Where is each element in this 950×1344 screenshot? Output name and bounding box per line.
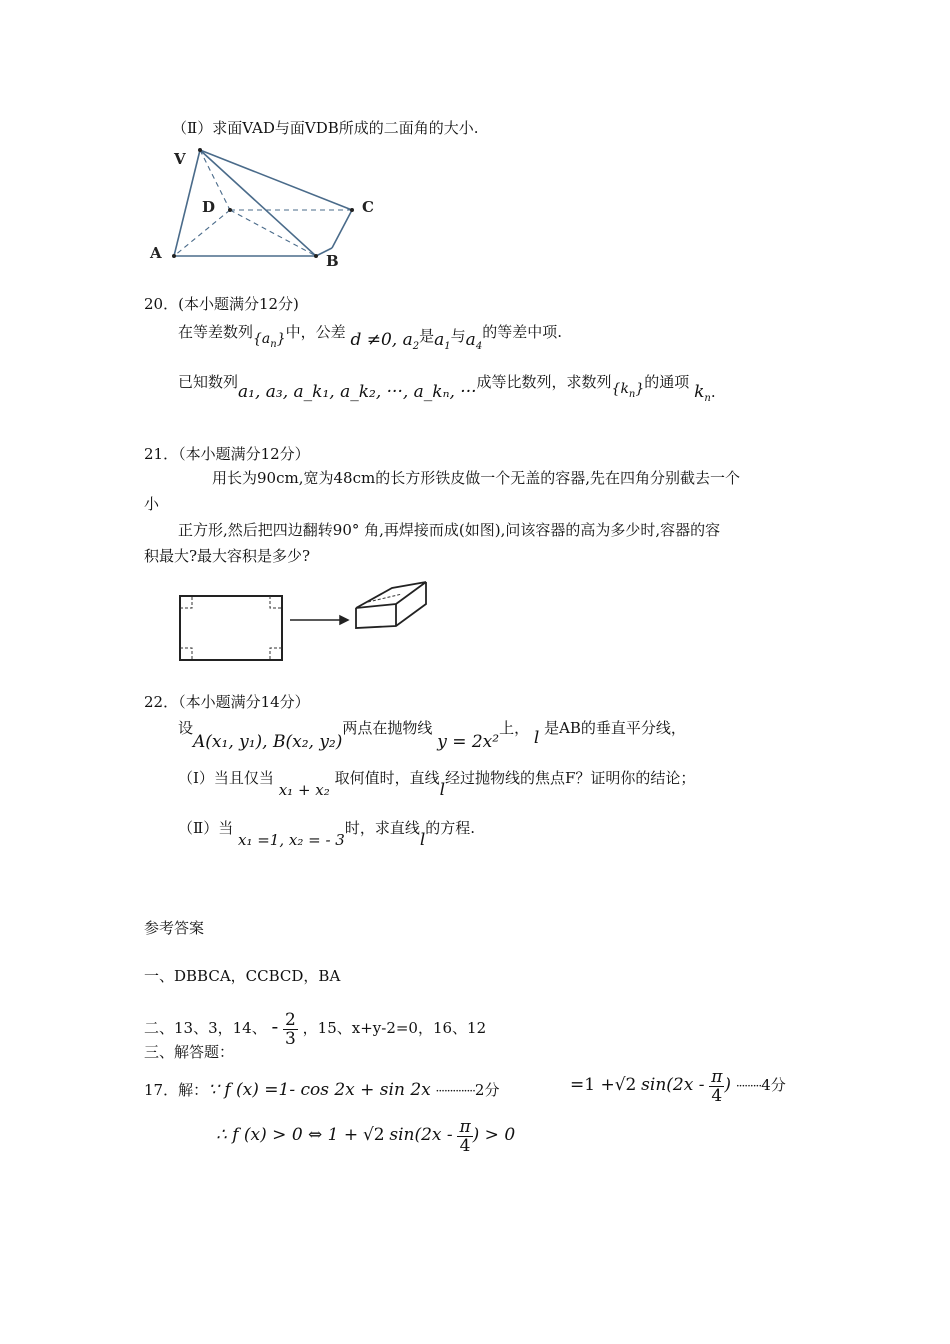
text: 时，求直线 (344, 819, 420, 837)
text: ，15、x+y-2=0，16、12 (302, 1019, 487, 1037)
text: （Ⅰ）当且仅当 (178, 769, 274, 787)
pyramid-figure (140, 138, 390, 270)
text: 取何值时，直线 (334, 769, 440, 787)
label-d: D (202, 198, 216, 216)
answers-title: 参考答案 (144, 919, 205, 937)
brace: } (635, 381, 645, 397)
text: 经过抛物线的焦点F？证明你的结论； (445, 769, 696, 787)
score: 2分 (474, 1081, 500, 1099)
math-ineq: ∴ f (x) > 0 ⇔ 1 + (216, 1125, 359, 1145)
text: 的通项 (644, 373, 690, 391)
label-b: B (326, 252, 339, 270)
sub: 2 (412, 341, 420, 352)
math-seq: a₁, a₃, a_k₁, a_k₂, ···, a_kₙ, ··· (238, 382, 477, 402)
sub: n (628, 389, 636, 400)
text: . (710, 383, 716, 401)
math-points: A(x₁, y₁), B(x₂, y₂) (193, 732, 343, 752)
math-a1: a (434, 330, 445, 350)
text: 是AB的垂直平分线， (544, 719, 686, 737)
dots: ·············· (435, 1084, 475, 1098)
minus: - (271, 1014, 279, 1038)
sub: n (704, 393, 711, 404)
text: 设 (178, 719, 194, 737)
math-close: ) > 0 (472, 1125, 516, 1145)
text: 上， (499, 719, 530, 737)
q17-line1 (144, 1070, 499, 1111)
q20-header: 20．(本小题满分12分) (144, 295, 299, 313)
q21-header: 21．（本小题满分12分） (144, 445, 310, 463)
label-a: A (150, 244, 162, 262)
q19-part2: （Ⅱ）求面VAD与面VDB所成的二面角的大小. (172, 119, 479, 137)
math-sqrt: √2 (614, 1075, 637, 1095)
q21-line2: 小 (144, 495, 160, 513)
math-sin: sin(2x - (389, 1125, 453, 1145)
score: 4分 (761, 1076, 786, 1094)
pi: π (459, 1116, 471, 1137)
text: 的方程. (425, 819, 476, 837)
math-values: x₁ =1, x₂ = - 3 (237, 831, 345, 849)
brace: } (276, 331, 286, 347)
text: 17．解： (144, 1081, 209, 1099)
text: 在等差数列 (178, 323, 254, 341)
math-f1: ∵ f (x) =1- cos 2x + sin 2x (208, 1080, 431, 1100)
q21-line3: 正方形,然后把四边翻转90° 角,再焊接而成(如图),问该容器的高为多少时,容器的容 (178, 521, 721, 539)
text: 是 (419, 327, 435, 345)
text: 中，公差 (285, 323, 346, 341)
math-l: l (419, 830, 426, 850)
q22-part2 (178, 818, 475, 850)
math-d: d ≠0, a (350, 330, 413, 350)
text: 与 (450, 327, 466, 345)
math-sum: x₁ + x₂ (278, 781, 330, 799)
text: 已知数列 (178, 373, 239, 391)
q21-line4: 积最大?最大容积是多少? (144, 547, 311, 565)
math-sin: sin(2x - (641, 1075, 705, 1095)
math-k: k (694, 382, 705, 402)
q17-line2 (216, 1112, 515, 1158)
label-v: V (174, 150, 186, 168)
paren: ) (724, 1075, 732, 1095)
text: 两点在抛物线 (342, 719, 433, 737)
q22-line1 (178, 718, 686, 752)
text: 的等差中项. (482, 323, 562, 341)
numerator: 2 (285, 1009, 296, 1030)
q17-line1b (570, 1062, 786, 1109)
q21-line1: 用长为90cm,宽为48cm的长方形铁皮做一个无盖的容器,先在四角分别截去一个 (212, 469, 740, 487)
math-l: l (533, 728, 540, 748)
denominator: 3 (285, 1028, 296, 1049)
seq-an: {a (253, 331, 271, 347)
text: 二、13、3，14、 (144, 1019, 267, 1037)
answers-sec1: 一、DBBCA，CCBCD，BA (144, 967, 341, 985)
q20-line2 (178, 372, 716, 409)
math-l: l (439, 780, 446, 800)
q22-part1 (178, 768, 695, 800)
sub: n (270, 339, 277, 350)
answers-sec3: 三、解答题： (144, 1043, 235, 1061)
seq-kn: {k (611, 381, 629, 397)
math-eq: =1 + (570, 1075, 615, 1095)
label-c: C (362, 198, 374, 216)
four: 4 (711, 1085, 723, 1106)
sub: 4 (475, 341, 483, 352)
q20-line1 (178, 322, 562, 357)
math-sqrt: √2 (362, 1125, 385, 1145)
text: 成等比数列，求数列 (476, 373, 612, 391)
q22-header: 22．（本小题满分14分） (144, 693, 310, 711)
box-figure (170, 574, 440, 666)
math-a4: a (465, 330, 476, 350)
math-parabola: y = 2x² (437, 732, 500, 752)
sub: 1 (444, 341, 451, 352)
text: （Ⅱ）当 (178, 819, 234, 837)
four: 4 (459, 1135, 471, 1156)
pi: π (711, 1066, 723, 1087)
dots: ········· (735, 1079, 762, 1093)
